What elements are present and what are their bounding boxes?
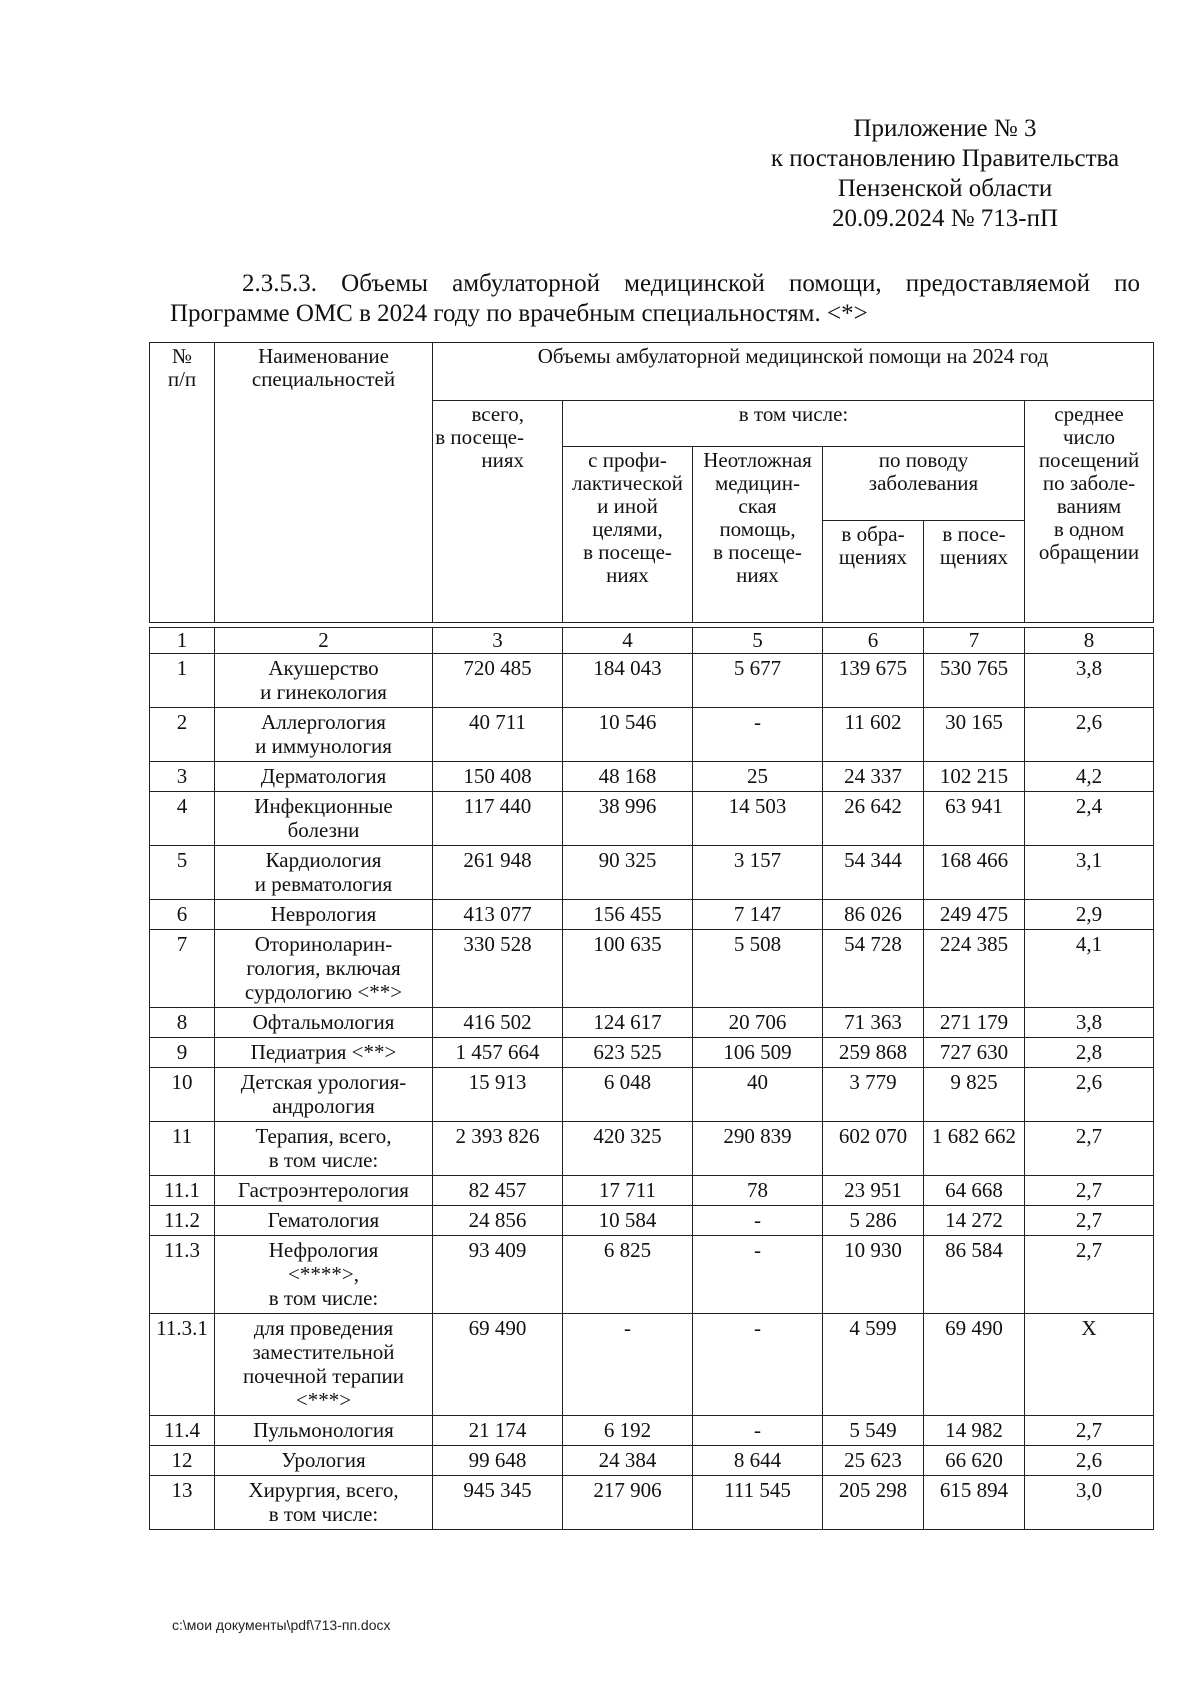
total-visits: 2 393 826 (433, 1122, 563, 1176)
specialty-name: Нефрология <****>, в том числе: (215, 1236, 433, 1314)
avg-visits-per-appeal: 2,6 (1025, 1446, 1154, 1476)
avg-visits-per-appeal: 2,7 (1025, 1176, 1154, 1206)
specialty-name: Пульмонология (215, 1416, 433, 1446)
disease-visits: 615 894 (924, 1476, 1025, 1530)
urgent-visits: 111 545 (693, 1476, 823, 1530)
header-total: всего, в посеще- ниях (433, 401, 563, 623)
disease-visits: 9 825 (924, 1068, 1025, 1122)
urgent-visits: 78 (693, 1176, 823, 1206)
specialty-name: Офтальмология (215, 1008, 433, 1038)
avg-visits-per-appeal: 2,7 (1025, 1416, 1154, 1446)
specialty-name: Детская урология- андрология (215, 1068, 433, 1122)
header-prof: с профи- лактической и иной целями, в посеще- ниях (563, 447, 693, 623)
row-number: 7 (150, 930, 215, 1008)
disease-visits: 86 584 (924, 1236, 1025, 1314)
total-visits: 40 711 (433, 708, 563, 762)
disease-appeals: 139 675 (823, 654, 924, 708)
row-number: 2 (150, 708, 215, 762)
preventive-visits: 124 617 (563, 1008, 693, 1038)
avg-visits-per-appeal: 2,6 (1025, 1068, 1154, 1122)
row-number: 10 (150, 1068, 215, 1122)
table-row (150, 708, 1154, 762)
disease-appeals: 4 599 (823, 1314, 924, 1416)
disease-visits: 66 620 (924, 1446, 1025, 1476)
total-visits: 261 948 (433, 846, 563, 900)
table-row (150, 930, 1154, 1008)
urgent-visits: - (693, 1314, 823, 1416)
total-visits: 99 648 (433, 1446, 563, 1476)
preventive-visits: 6 192 (563, 1416, 693, 1446)
preventive-visits: 623 525 (563, 1038, 693, 1068)
specialty-name: Хирургия, всего, в том числе: (215, 1476, 433, 1530)
section-heading: 2.3.5.3. Объемы амбулаторной медицинской помощи, предоставляемой по Программе ОМС в 2024 году по врачебным специальностям. <*> (170, 270, 1140, 327)
row-number: 12 (150, 1446, 215, 1476)
preventive-visits: 217 906 (563, 1476, 693, 1530)
urgent-visits: 8 644 (693, 1446, 823, 1476)
total-visits: 82 457 (433, 1176, 563, 1206)
col-number: 2 (215, 628, 433, 654)
row-number: 8 (150, 1008, 215, 1038)
specialty-name: Гематология (215, 1206, 433, 1236)
disease-appeals: 5 549 (823, 1416, 924, 1446)
table-row (150, 1068, 1154, 1122)
disease-visits: 64 668 (924, 1176, 1025, 1206)
specialty-name: Педиатрия <**> (215, 1038, 433, 1068)
disease-appeals: 71 363 (823, 1008, 924, 1038)
avg-visits-per-appeal: 2,7 (1025, 1206, 1154, 1236)
header-disease: по поводу заболевания (823, 447, 1025, 521)
row-number: 11.4 (150, 1416, 215, 1446)
disease-appeals: 23 951 (823, 1176, 924, 1206)
urgent-visits: 5 508 (693, 930, 823, 1008)
avg-visits-per-appeal: 3,1 (1025, 846, 1154, 900)
total-visits: 24 856 (433, 1206, 563, 1236)
specialty-name: для проведения заместительной почечной терапии <***> (215, 1314, 433, 1416)
preventive-visits: 100 635 (563, 930, 693, 1008)
disease-appeals: 86 026 (823, 900, 924, 930)
table-row (150, 900, 1154, 930)
urgent-visits: 5 677 (693, 654, 823, 708)
preventive-visits: 10 546 (563, 708, 693, 762)
urgent-visits: - (693, 1236, 823, 1314)
row-number: 9 (150, 1038, 215, 1068)
table-row (150, 1206, 1154, 1236)
col-number: 7 (924, 628, 1025, 654)
disease-visits: 30 165 (924, 708, 1025, 762)
urgent-visits: 3 157 (693, 846, 823, 900)
urgent-visits: 106 509 (693, 1038, 823, 1068)
disease-appeals: 25 623 (823, 1446, 924, 1476)
appendix-line-4: 20.09.2024 № 713-пП (831, 205, 1059, 232)
specialty-name: Терапия, всего, в том числе: (215, 1122, 433, 1176)
row-number: 13 (150, 1476, 215, 1530)
urgent-visits: 7 147 (693, 900, 823, 930)
preventive-visits: 10 584 (563, 1206, 693, 1236)
preventive-visits: 6 048 (563, 1068, 693, 1122)
urgent-visits: - (693, 1206, 823, 1236)
urgent-visits: - (693, 708, 823, 762)
specialty-name: Инфекционные болезни (215, 792, 433, 846)
total-visits: 21 174 (433, 1416, 563, 1446)
preventive-visits: 38 996 (563, 792, 693, 846)
header-group: Объемы амбулаторной медицинской помощи на 2024 год (433, 343, 1154, 401)
preventive-visits: 17 711 (563, 1176, 693, 1206)
row-number: 4 (150, 792, 215, 846)
total-visits: 720 485 (433, 654, 563, 708)
table-header (150, 343, 1154, 623)
disease-visits: 530 765 (924, 654, 1025, 708)
row-number: 11.3.1 (150, 1314, 215, 1416)
table-row (150, 654, 1154, 708)
avg-visits-per-appeal: 2,7 (1025, 1122, 1154, 1176)
disease-appeals: 205 298 (823, 1476, 924, 1530)
disease-appeals: 24 337 (823, 762, 924, 792)
disease-appeals: 11 602 (823, 708, 924, 762)
avg-visits-per-appeal: 2,9 (1025, 900, 1154, 930)
disease-appeals: 5 286 (823, 1206, 924, 1236)
appendix-block (735, 114, 1155, 234)
disease-visits: 102 215 (924, 762, 1025, 792)
row-number: 1 (150, 654, 215, 708)
table-row (150, 1446, 1154, 1476)
avg-visits-per-appeal: 2,4 (1025, 792, 1154, 846)
specialty-name: Урология (215, 1446, 433, 1476)
table-row (150, 1416, 1154, 1446)
table-row (150, 1476, 1154, 1530)
row-number: 11.2 (150, 1206, 215, 1236)
preventive-visits: 48 168 (563, 762, 693, 792)
urgent-visits: 20 706 (693, 1008, 823, 1038)
urgent-visits: 290 839 (693, 1122, 823, 1176)
table-row (150, 1236, 1154, 1314)
disease-visits: 727 630 (924, 1038, 1025, 1068)
urgent-visits: 25 (693, 762, 823, 792)
disease-appeals: 26 642 (823, 792, 924, 846)
header-including: в том числе: (563, 401, 1025, 447)
disease-visits: 14 272 (924, 1206, 1025, 1236)
specialty-name: Оториноларин- гология, включая сурдологию <**> (215, 930, 433, 1008)
table-body (150, 623, 1154, 1530)
urgent-visits: 40 (693, 1068, 823, 1122)
specialty-name: Аллергология и иммунология (215, 708, 433, 762)
header-visits: в посе- щениях (924, 521, 1025, 623)
preventive-visits: 24 384 (563, 1446, 693, 1476)
total-visits: 69 490 (433, 1314, 563, 1416)
header-num: № п/п (150, 343, 215, 623)
header-urgent: Неотложная медицин- ская помощь, в посеще- ниях (693, 447, 823, 623)
total-visits: 330 528 (433, 930, 563, 1008)
volumes-table (149, 342, 1154, 1530)
row-number: 11.1 (150, 1176, 215, 1206)
total-visits: 150 408 (433, 762, 563, 792)
row-number: 11.3 (150, 1236, 215, 1314)
header-appeals: в обра- щениях (823, 521, 924, 623)
avg-visits-per-appeal: 3,0 (1025, 1476, 1154, 1530)
appendix-line-2: к постановлению Правительства (770, 145, 1120, 172)
table-row (150, 1038, 1154, 1068)
disease-visits: 63 941 (924, 792, 1025, 846)
disease-appeals: 10 930 (823, 1236, 924, 1314)
preventive-visits: 184 043 (563, 654, 693, 708)
preventive-visits: 156 455 (563, 900, 693, 930)
disease-appeals: 54 344 (823, 846, 924, 900)
table-row (150, 846, 1154, 900)
table-row (150, 1176, 1154, 1206)
disease-visits: 224 385 (924, 930, 1025, 1008)
disease-appeals: 54 728 (823, 930, 924, 1008)
row-number: 6 (150, 900, 215, 930)
disease-visits: 1 682 662 (924, 1122, 1025, 1176)
disease-visits: 271 179 (924, 1008, 1025, 1038)
disease-appeals: 3 779 (823, 1068, 924, 1122)
avg-visits-per-appeal: X (1025, 1314, 1154, 1416)
appendix-line-1: Приложение № 3 (853, 115, 1037, 142)
preventive-visits: - (563, 1314, 693, 1416)
total-visits: 413 077 (433, 900, 563, 930)
col-number: 3 (433, 628, 563, 654)
avg-visits-per-appeal: 2,6 (1025, 708, 1154, 762)
col-number: 6 (823, 628, 924, 654)
specialty-name: Неврология (215, 900, 433, 930)
table-row (150, 1008, 1154, 1038)
disease-visits: 249 475 (924, 900, 1025, 930)
specialty-name: Акушерство и гинекология (215, 654, 433, 708)
total-visits: 93 409 (433, 1236, 563, 1314)
table-row (150, 1314, 1154, 1416)
avg-visits-per-appeal: 2,8 (1025, 1038, 1154, 1068)
preventive-visits: 6 825 (563, 1236, 693, 1314)
row-number: 5 (150, 846, 215, 900)
total-visits: 15 913 (433, 1068, 563, 1122)
avg-visits-per-appeal: 4,2 (1025, 762, 1154, 792)
preventive-visits: 420 325 (563, 1122, 693, 1176)
col-number: 4 (563, 628, 693, 654)
specialty-name: Гастроэнтерология (215, 1176, 433, 1206)
specialty-name: Кардиология и ревматология (215, 846, 433, 900)
disease-visits: 69 490 (924, 1314, 1025, 1416)
disease-appeals: 259 868 (823, 1038, 924, 1068)
disease-appeals: 602 070 (823, 1122, 924, 1176)
table-row (150, 762, 1154, 792)
avg-visits-per-appeal: 2,7 (1025, 1236, 1154, 1314)
col-number: 5 (693, 628, 823, 654)
appendix-line-3: Пензенской области (837, 175, 1053, 202)
total-visits: 1 457 664 (433, 1038, 563, 1068)
header-avg: среднее число посещений по заболе- ваниям в одном обращении (1025, 401, 1154, 623)
avg-visits-per-appeal: 4,1 (1025, 930, 1154, 1008)
disease-visits: 168 466 (924, 846, 1025, 900)
file-path-footer: c:\мои документы\pdf\713-пп.docx (172, 1617, 391, 1633)
table-row (150, 792, 1154, 846)
avg-visits-per-appeal: 3,8 (1025, 1008, 1154, 1038)
preventive-visits: 90 325 (563, 846, 693, 900)
row-number: 11 (150, 1122, 215, 1176)
col-number: 8 (1025, 628, 1154, 654)
urgent-visits: 14 503 (693, 792, 823, 846)
col-number: 1 (150, 628, 215, 654)
specialty-name: Дерматология (215, 762, 433, 792)
total-visits: 416 502 (433, 1008, 563, 1038)
total-visits: 117 440 (433, 792, 563, 846)
avg-visits-per-appeal: 3,8 (1025, 654, 1154, 708)
total-visits: 945 345 (433, 1476, 563, 1530)
table-row (150, 1122, 1154, 1176)
disease-visits: 14 982 (924, 1416, 1025, 1446)
urgent-visits: - (693, 1416, 823, 1446)
row-number: 3 (150, 762, 215, 792)
column-numbers-row (150, 628, 1154, 654)
header-name: Наименование специальностей (215, 343, 433, 623)
